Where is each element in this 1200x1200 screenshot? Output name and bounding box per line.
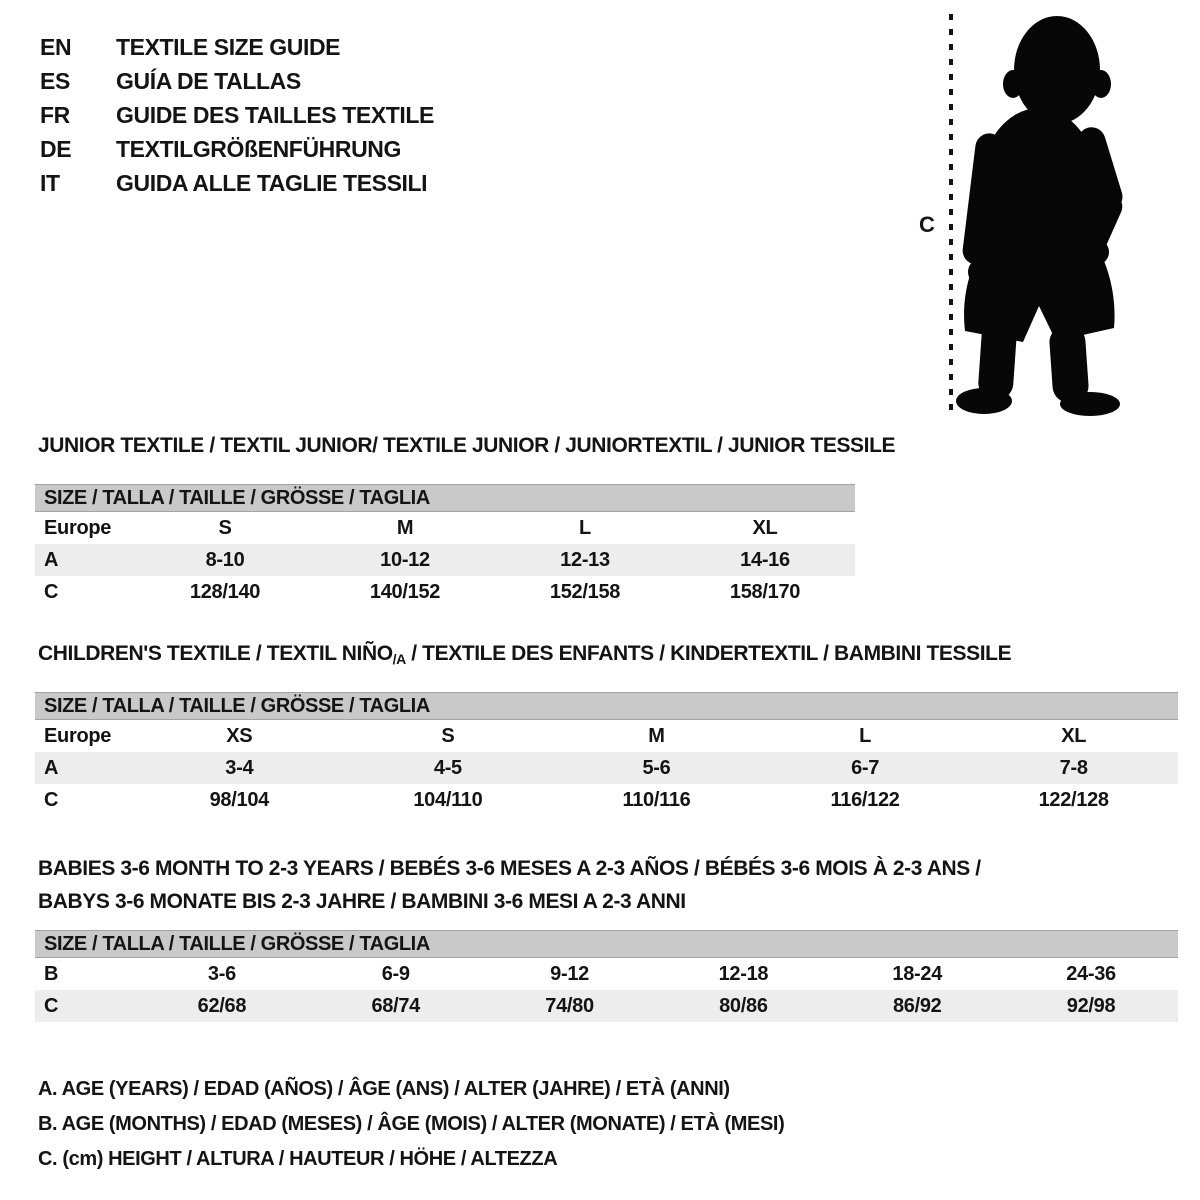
table-cell: 18-24 [892,962,943,985]
table-cell: L [859,724,872,747]
table-cell: 8-10 [205,548,245,571]
table-row [35,990,1178,1022]
table-cell: 9-12 [550,962,589,985]
table-cell: 3-6 [207,962,236,985]
table-row [35,720,1178,752]
babies-size-table [35,930,1178,1022]
row-label: Europe [44,724,112,747]
table-cell: 92/98 [1066,994,1116,1017]
table-cell: 14-16 [740,548,790,571]
table-cell: 3-4 [225,756,254,779]
language-row-fr [40,98,434,132]
guide-title-en: TEXTILE SIZE GUIDE [116,33,341,60]
junior-size-header: SIZE / TALLA / TAILLE / GRÖSSE / TAGLIA [35,484,855,512]
table-row [35,958,1178,990]
table-cell: 7-8 [1059,756,1088,779]
table-cell: 6-9 [381,962,410,985]
table-cell: 4-5 [433,756,462,779]
legend [38,1072,784,1177]
table-row [35,784,1178,816]
table-cell: 98/104 [209,788,269,811]
table-cell: 140/152 [369,580,441,603]
table-cell: 110/116 [622,788,691,811]
table-cell: S [441,724,455,747]
table-cell: 12-13 [560,548,610,571]
table-cell: M [396,516,414,539]
table-cell: 128/140 [189,580,261,603]
table-cell: 86/92 [892,994,942,1017]
table-cell: XL [1061,724,1087,747]
row-label: C [44,580,59,603]
junior-size-table [35,484,855,608]
language-list [40,30,434,200]
table-cell: 6-7 [851,756,880,779]
row-label: Europe [44,516,112,539]
children-size-header: SIZE / TALLA / TAILLE / GRÖSSE / TAGLIA [35,692,1178,720]
heading-text: / TEXTILE DES ENFANTS / KINDERTEXTIL / BAMBINI TESSILE [405,642,1012,665]
heading-subscript: /A [392,651,406,667]
junior-section-heading: JUNIOR TEXTILE / TEXTIL JUNIOR/ TEXTILE JUNIOR / JUNIORTEXTIL / JUNIOR TESSILE [38,434,896,457]
table-row [35,544,855,576]
children-section-heading [38,642,1011,667]
language-row-de [40,132,434,166]
baby-silhouette-shape [956,16,1126,416]
measure-label-c: C [919,212,935,237]
table-cell: 62/68 [197,994,247,1017]
guide-title-de: TEXTILGRÖßENFÜHRUNG [116,135,401,162]
table-cell: XL [752,516,778,539]
guide-title-it: GUIDA ALLE TAGLIE TESSILI [116,169,428,196]
table-cell: 152/158 [549,580,621,603]
table-cell: 12-18 [718,962,769,985]
table-cell: M [648,724,665,747]
children-size-table [35,692,1178,816]
row-label: B [44,962,59,985]
table-row [35,512,855,544]
table-cell: 116/122 [830,788,900,811]
table-cell: 74/80 [545,994,594,1017]
table-cell: S [218,516,232,539]
babies-heading-line-2: BABYS 3-6 MONATE BIS 2-3 JAHRE / BAMBINI 3-6 MESI A 2-3 ANNI [38,890,686,913]
table-cell: L [579,516,591,539]
legend-line-b: B. AGE (MONTHS) / EDAD (MESES) / ÂGE (MOIS) / ALTER (MONATE) / ETÀ (MESI) [38,1113,785,1135]
language-code: EN [40,33,72,60]
language-row-it [40,166,434,200]
table-cell: 122/128 [1038,788,1109,811]
language-code: ES [40,67,70,94]
language-row-es [40,64,434,98]
babies-size-header: SIZE / TALLA / TAILLE / GRÖSSE / TAGLIA [35,930,1178,958]
table-cell: 158/170 [729,580,801,603]
language-code: DE [40,135,72,162]
babies-section-heading [38,852,981,918]
table-row [35,576,855,608]
heading-text: CHILDREN'S TEXTILE / TEXTIL NIÑO [38,642,393,665]
table-row [35,752,1178,784]
table-cell: 5-6 [642,756,671,779]
language-code: IT [40,169,60,196]
row-label: C [44,788,59,811]
legend-line-a: A. AGE (YEARS) / EDAD (AÑOS) / ÂGE (ANS) / ALTER (JAHRE) / ETÀ (ANNI) [38,1078,730,1100]
table-cell: 80/86 [719,994,768,1017]
babies-heading-line-1: BABIES 3-6 MONTH TO 2-3 YEARS / BEBÉS 3-6 MESES A 2-3 AÑOS / BÉBÉS 3-6 MOIS À 2-3 ANS / [38,857,981,880]
legend-line-c: C. (cm) HEIGHT / ALTURA / HAUTEUR / HÖHE / ALTEZZA [38,1148,558,1170]
language-code: FR [40,101,70,128]
row-label: A [44,756,59,779]
table-cell: XS [226,724,253,747]
row-label: C [44,994,59,1017]
table-cell: 10-12 [380,548,430,571]
table-cell: 24-36 [1066,962,1116,985]
row-label: A [44,548,59,571]
table-cell: 104/110 [413,788,483,811]
table-cell: 68/74 [371,994,421,1017]
guide-title-fr: GUIDE DES TAILLES TEXTILE [116,101,434,128]
language-row-en [40,30,434,64]
guide-title-es: GUÍA DE TALLAS [116,67,301,94]
